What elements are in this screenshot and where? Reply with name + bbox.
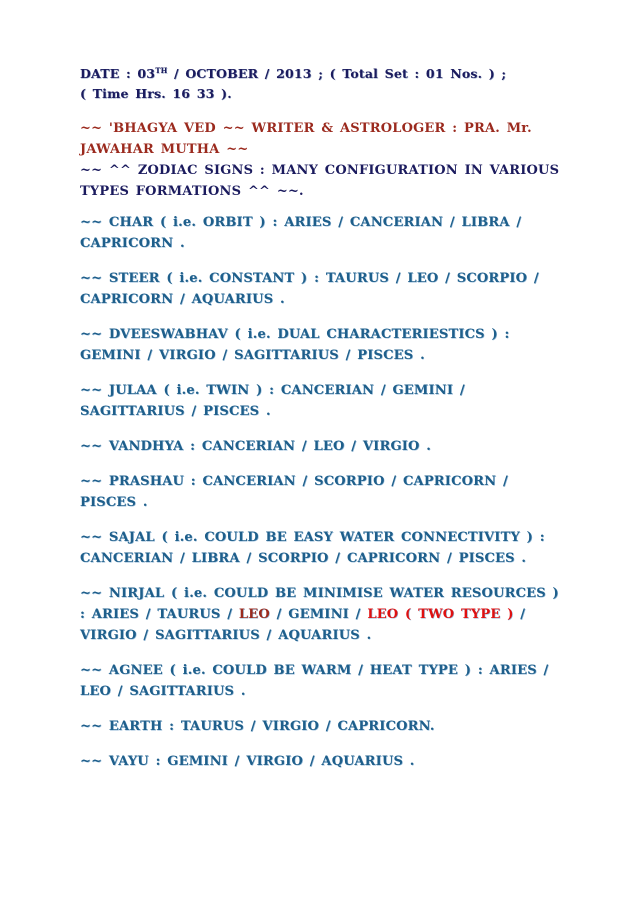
paragraph-vandhya: ~~ VANDHYA : CANCERIAN / LEO / VIRGIO . — [80, 439, 432, 454]
nirjal-leo-two-type: LEO ( TWO TYPE ) — [367, 607, 514, 622]
paragraph-julaa: ~~ JULAA ( i.e. TWIN ) : CANCERIAN / GEMINI / SAGITTARIUS / PISCES . — [80, 383, 465, 419]
paragraph-dveeswabhav: ~~ DVEESWABHAV ( i.e. DUAL CHARACTERIESTICS ) : GEMINI / VIRGIO / SAGITTARIUS / PISCES . — [80, 327, 510, 363]
paragraph-char: ~~ CHAR ( i.e. ORBIT ) : ARIES / CANCERIAN / LIBRA / CAPRICORN . — [80, 215, 522, 251]
nirjal-text-b: / GEMINI / — [269, 607, 368, 622]
paragraph-earth: ~~ EARTH : TAURUS / VIRGIO / CAPRICORN. — [80, 719, 435, 734]
author-line: ~~ 'BHAGYA VED ~~ WRITER & ASTROLOGER : PRA. Mr. JAWAHAR MUTHA ~~ — [80, 121, 532, 157]
paragraph-steer: ~~ STEER ( i.e. CONSTANT ) : TAURUS / LEO / SCORPIO / CAPRICORN / AQUARIUS . — [80, 271, 539, 307]
paragraph-prashau: ~~ PRASHAU : CANCERIAN / SCORPIO / CAPRICORN / PISCES . — [80, 474, 508, 510]
date-suffix: TH — [155, 65, 168, 75]
date-header — [80, 64, 570, 104]
date-rest: / OCTOBER / 2013 ; ( Total Set : 01 Nos. ) ; — [174, 66, 507, 81]
document-page — [80, 64, 570, 772]
nirjal-text-a: ~~ NIRJAL ( i.e. COULD BE MINIMISE WATER RESOURCES ) : ARIES / TAURUS / — [80, 586, 559, 622]
paragraph-vayu: ~~ VAYU : GEMINI / VIRGIO / AQUARIUS . — [80, 754, 415, 769]
nirjal-leo-highlight: LEO — [238, 607, 270, 622]
time-text: ( Time Hrs. 16 33 ). — [80, 86, 232, 101]
subtitle-line: ~~ ^^ ZODIAC SIGNS : MANY CONFIGURATION IN VARIOUS TYPES FORMATIONS ^^ ~~. — [80, 163, 560, 199]
paragraph-nirjal — [80, 583, 570, 646]
paragraph-sajal: ~~ SAJAL ( i.e. COULD BE EASY WATER CONNECTIVITY ) : CANCERIAN / LIBRA / SCORPIO / CAPRICORN / PISCES . — [80, 530, 545, 566]
paragraph-agnee: ~~ AGNEE ( i.e. COULD BE WARM / HEAT TYPE ) : ARIES / LEO / SAGITTARIUS . — [80, 663, 549, 699]
nirjal-text-c: / VIRGIO / SAGITTARIUS / AQUARIUS . — [80, 607, 526, 643]
date-text: DATE : 03 — [80, 66, 156, 81]
